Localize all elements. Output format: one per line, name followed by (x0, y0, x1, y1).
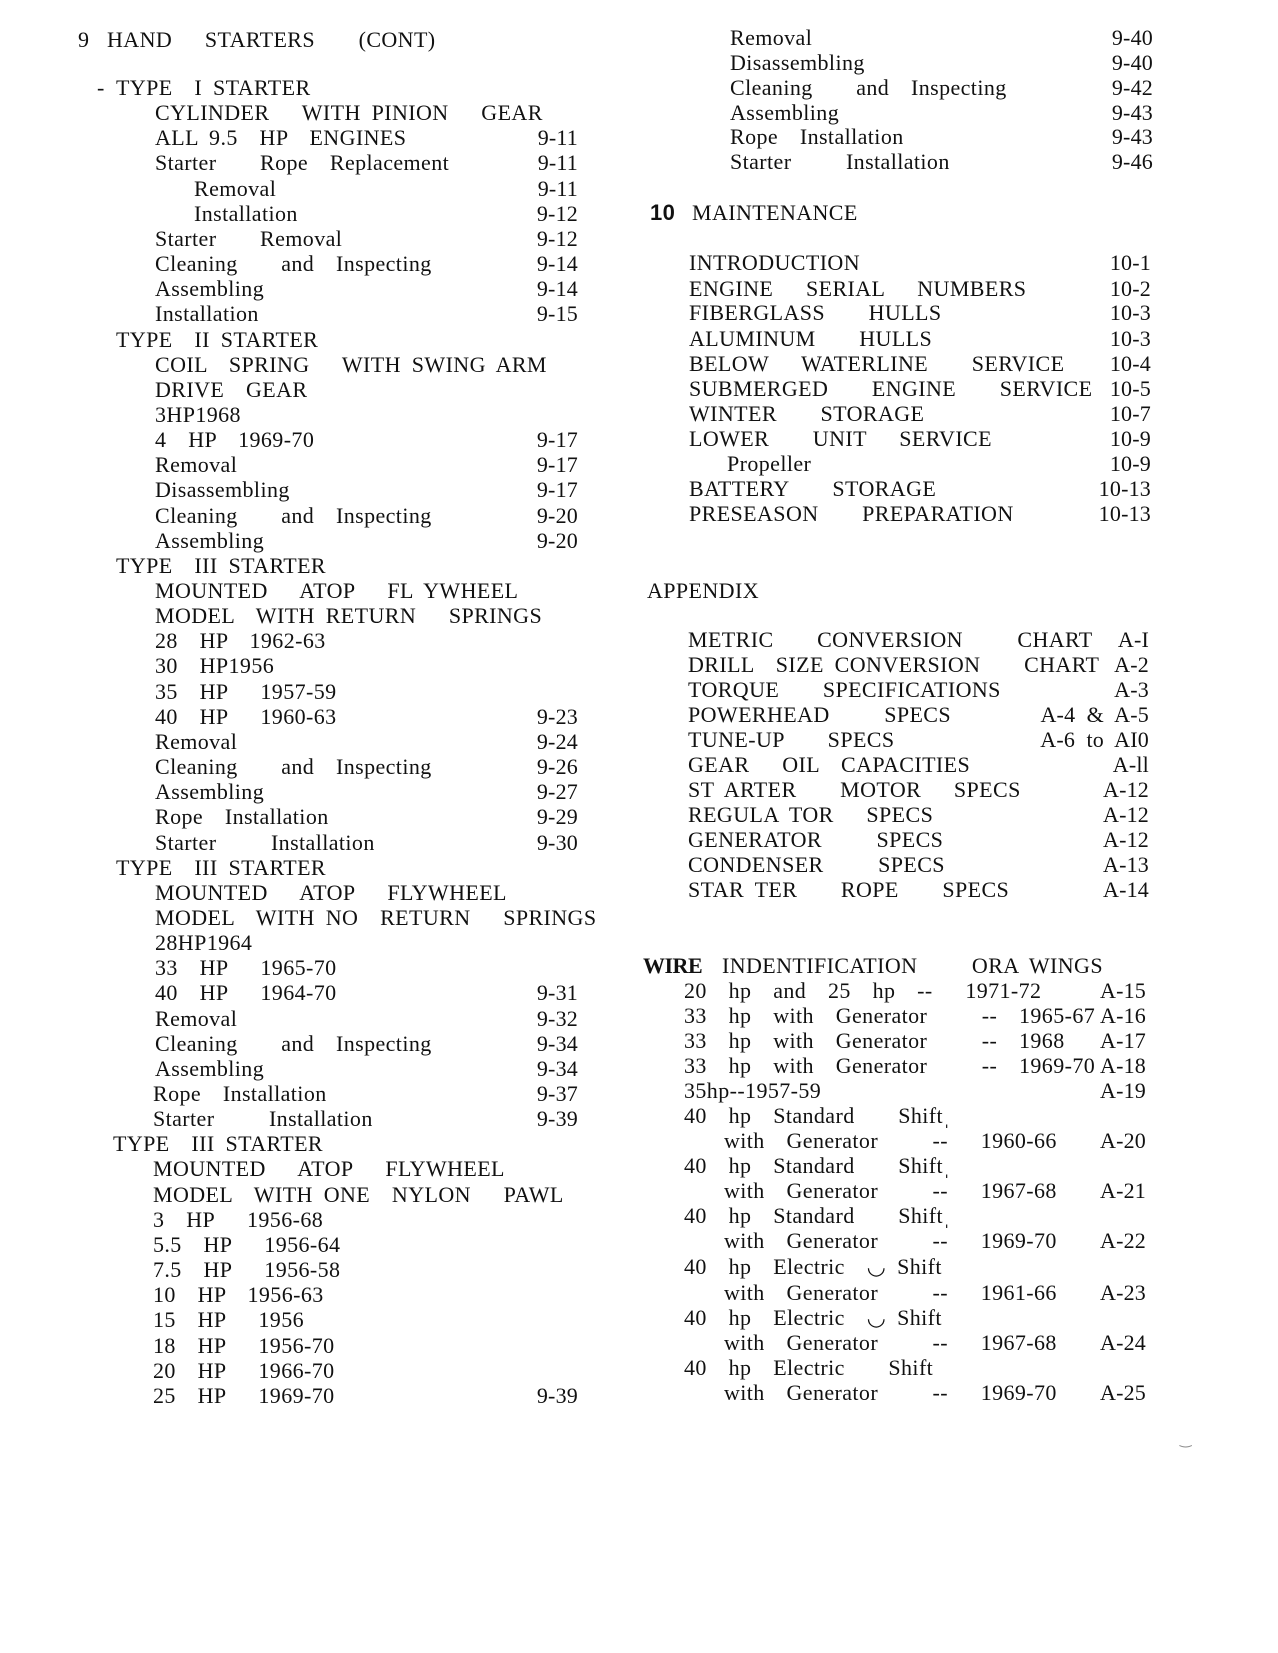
toc-entry-text: 33 HP 1965-70 (155, 955, 337, 980)
toc-entry-page: 9-30 (536, 830, 578, 855)
toc-entry-page: 9-17 (536, 477, 578, 502)
toc-entry (0, 276, 640, 302)
appendix-entry-text: GEAR OIL CAPACITIES (688, 752, 971, 777)
appendix-entry-text: ST ARTER MOTOR SPECS (688, 777, 1021, 802)
toc-entry (0, 377, 640, 403)
toc-entry-text: TYPE III STARTER (116, 553, 326, 578)
toc-entry (640, 50, 1278, 76)
toc-entry-text: 4 HP 1969-70 (155, 427, 315, 452)
wiring-entry-page: A-22 (1099, 1228, 1146, 1253)
maintenance-entry (640, 451, 1278, 477)
toc-entry-page: 9-20 (536, 503, 578, 528)
toc-entry (0, 477, 640, 503)
wiring-entry-page: A-25 (1099, 1380, 1146, 1405)
wiring-entry-page: A-20 (1099, 1128, 1146, 1153)
toc-entry (0, 1006, 640, 1032)
appendix-entry-text: DRILL SIZE CONVERSION CHART (688, 652, 1100, 677)
appendix-entry (640, 702, 1278, 728)
wiring-entry-page: A-15 (1099, 978, 1146, 1003)
maintenance-entry (640, 501, 1278, 527)
wiring-entry (640, 1003, 1278, 1029)
toc-entry-page: 9-12 (536, 226, 578, 251)
toc-entry-text: Assembling (155, 779, 265, 804)
appendix-entry (640, 627, 1278, 653)
toc-entry (0, 528, 640, 554)
appendix-entry-page: A-12 (1102, 827, 1149, 852)
toc-entry-page: 9-14 (536, 251, 578, 276)
wiring-entry (640, 1280, 1278, 1306)
appendix-entry-text: CONDENSER SPECS (688, 852, 945, 877)
toc-entry-text: Cleaning and Inspecting (155, 251, 432, 276)
dash-mark: - (97, 75, 105, 100)
toc-entry-page: 9-43 (1111, 100, 1153, 125)
wiring-entry-text: 33 hp with Generator -- 1969-70 (684, 1053, 1096, 1078)
toc-entry (0, 1207, 640, 1233)
toc-entry-page: 9-39 (536, 1106, 578, 1131)
wiring-entry-text: 40 hp Standard Shiftˌ (684, 1153, 951, 1178)
wiring-entry-page: A-16 (1099, 1003, 1146, 1028)
appendix-entry-text: TORQUE SPECIFICATIONS (688, 677, 1001, 702)
toc-entry (0, 301, 640, 327)
maintenance-entry-text: BELOW WATERLINE SERVICE (689, 351, 1065, 376)
toc-entry-text: 5.5 HP 1956-64 (153, 1232, 341, 1257)
appendix-entry-page: A-ll (1112, 752, 1149, 777)
toc-entry (0, 1031, 640, 1057)
maintenance-entry-page: 10-13 (1098, 476, 1151, 501)
wiring-entry (640, 1053, 1278, 1079)
wiring-entry-text: 40 hp Standard Shiftˌ (684, 1103, 951, 1128)
toc-entry (0, 905, 640, 931)
toc-entry (0, 1106, 640, 1132)
toc-entry (640, 124, 1278, 150)
toc-entry-text: Removal (730, 25, 813, 50)
toc-entry-text: Rope Installation (153, 1081, 327, 1106)
appendix-entry-page: A-14 (1102, 877, 1149, 902)
toc-entry-page: 9-46 (1111, 149, 1153, 174)
toc-entry-page: 9-11 (537, 176, 578, 201)
toc-entry-page: 9-34 (536, 1031, 578, 1056)
toc-entry-page: 9-11 (537, 150, 578, 175)
appendix-entry (640, 777, 1278, 803)
toc-entry-page: 9-40 (1111, 50, 1153, 75)
toc-entry-text: MODEL WITH RETURN SPRINGS (155, 603, 543, 628)
wiring-entry-text: with Generator -- 1960-66 (724, 1128, 1057, 1153)
wiring-bold-label: WIRE (643, 953, 703, 978)
wiring-entry (640, 1330, 1278, 1356)
maintenance-entry-page: 10-5 (1109, 376, 1151, 401)
toc-entry-text: Cleaning and Inspecting (155, 503, 432, 528)
toc-entry (0, 754, 640, 780)
maintenance-heading (640, 200, 1278, 226)
toc-entry (0, 603, 640, 629)
toc-entry-text: TYPE I STARTER (116, 75, 311, 100)
toc-entry-text: Assembling (155, 528, 265, 553)
toc-entry (0, 1056, 640, 1082)
toc-entry (640, 149, 1278, 175)
toc-entry (0, 327, 640, 353)
appendix-entry-text: TUNE-UP SPECS (688, 727, 895, 752)
wiring-entry (640, 1203, 1278, 1229)
wiring-entry (640, 1028, 1278, 1054)
toc-entry (640, 25, 1278, 51)
toc-entry (0, 930, 640, 956)
toc-entry-text: Starter Rope Replacement (155, 150, 450, 175)
right-column (640, 0, 1278, 1653)
maintenance-entry (640, 351, 1278, 377)
toc-entry (0, 176, 640, 202)
wiring-entry-text: with Generator -- 1967-68 (724, 1178, 1057, 1203)
toc-entry-text: Starter Removal (155, 226, 343, 251)
toc-entry (0, 553, 640, 579)
appendix-entry-page: A-4 & A-5 (1040, 702, 1149, 727)
toc-entry-text: Starter Installation (155, 830, 375, 855)
toc-entry-text: 7.5 HP 1956-58 (153, 1257, 341, 1282)
toc-entry (0, 1282, 640, 1308)
toc-entry (0, 653, 640, 679)
appendix-entry-page: A-12 (1102, 802, 1149, 827)
toc-entry-page: 9-14 (536, 276, 578, 301)
toc-entry-text: 40 HP 1964-70 (155, 980, 337, 1005)
appendix-entry-page: A-6 to AI0 (1040, 727, 1149, 752)
toc-entry-text: Cleaning and Inspecting (155, 1031, 432, 1056)
toc-entry-text: Assembling (155, 1056, 265, 1081)
toc-entry-text: Rope Installation (155, 804, 329, 829)
toc-entry-text: Removal (155, 729, 238, 754)
toc-entry (0, 804, 640, 830)
toc-entry-text: Removal (194, 176, 277, 201)
appendix-entry (640, 802, 1278, 828)
toc-entry-text: MOUNTED ATOP FLYWHEEL (153, 1156, 505, 1181)
toc-entry (0, 1156, 640, 1182)
toc-entry-text: Disassembling (155, 477, 290, 502)
toc-entry-text: 28 HP 1962-63 (155, 628, 326, 653)
toc-entry (0, 1383, 640, 1409)
toc-entry-text: Starter Installation (153, 1106, 373, 1131)
toc-entry-text: Disassembling (730, 50, 865, 75)
toc-entry (0, 578, 640, 604)
toc-entry (0, 427, 640, 453)
wiring-entry-text: with Generator -- 1969-70 (724, 1228, 1057, 1253)
toc-entry (0, 855, 640, 881)
wiring-entry (640, 1228, 1278, 1254)
toc-entry-text: 28HP1964 (155, 930, 253, 955)
wiring-entry-page: A-18 (1099, 1053, 1146, 1078)
wiring-heading (640, 953, 1278, 979)
toc-entry-text: Installation (194, 201, 298, 226)
toc-entry-text: MOUNTED ATOP FL YWHEEL (155, 578, 519, 603)
wiring-entry (640, 1078, 1278, 1104)
appendix-entry-text: METRIC CONVERSION CHART (688, 627, 1093, 652)
wiring-entry-page: A-21 (1099, 1178, 1146, 1203)
wiring-entry (640, 1103, 1278, 1129)
wiring-entry-text: 40 hp Electric ◡ Shift (684, 1254, 942, 1279)
maintenance-entry-text: ENGINE SERIAL NUMBERS (689, 276, 1027, 301)
toc-entry-text: 10 HP 1956-63 (153, 1282, 324, 1307)
toc-entry-text: 18 HP 1956-70 (153, 1333, 335, 1358)
wiring-entry-page: A-23 (1099, 1280, 1146, 1305)
maintenance-entry-text: BATTERY STORAGE (689, 476, 937, 501)
appendix-entry (640, 852, 1278, 878)
maintenance-entry-text: INTRODUCTION (689, 250, 861, 275)
toc-entry (0, 226, 640, 252)
toc-entry-page: 9-12 (536, 201, 578, 226)
toc-entry (0, 1182, 640, 1208)
appendix-entry-page: A-2 (1114, 652, 1149, 677)
toc-entry-page: 9-37 (536, 1081, 578, 1106)
toc-entry-text: 3 HP 1956-68 (153, 1207, 324, 1232)
toc-entry (0, 830, 640, 856)
wiring-entry (640, 1254, 1278, 1280)
toc-entry (0, 704, 640, 730)
toc-entry-text: CYLINDER WITH PINION GEAR (155, 100, 543, 125)
maintenance-entry (640, 276, 1278, 302)
wiring-entry-text: with Generator -- 1961-66 (724, 1280, 1057, 1305)
wiring-entry (640, 1178, 1278, 1204)
toc-entry-text: 20 HP 1966-70 (153, 1358, 335, 1383)
toc-entry (0, 100, 640, 126)
toc-entry-text: TYPE III STARTER (116, 855, 326, 880)
toc-entry (0, 955, 640, 981)
appendix-title: APPENDIX (647, 578, 759, 603)
maintenance-entry-text: WINTER STORAGE (689, 401, 925, 426)
appendix-entry-text: POWERHEAD SPECS (688, 702, 952, 727)
maintenance-entry-page: 10-3 (1109, 326, 1151, 351)
toc-entry-text: COIL SPRING WITH SWING ARM (155, 352, 547, 377)
appendix-heading (640, 578, 1278, 604)
toc-entry-text: Cleaning and Inspecting (155, 754, 432, 779)
wiring-entry (640, 1380, 1278, 1406)
wiring-entry-text: 33 hp with Generator -- 1968 (684, 1028, 1065, 1053)
maintenance-entry-text: FIBERGLASS HULLS (689, 300, 942, 325)
appendix-entry-page: A-I (1117, 627, 1149, 652)
toc-entry (0, 503, 640, 529)
wiring-entry-text: 20 hp and 25 hp -- 1971-72 (684, 978, 1042, 1003)
maintenance-entry (640, 426, 1278, 452)
wiring-entry (640, 978, 1278, 1004)
maintenance-entry-page: 10-9 (1109, 426, 1151, 451)
toc-entry (0, 1307, 640, 1333)
toc-entry-text: MODEL WITH NO RETURN SPRINGS (155, 905, 597, 930)
appendix-entry (640, 652, 1278, 678)
wiring-entry-text: 40 hp Electric Shift (684, 1355, 934, 1380)
toc-entry-text: Removal (155, 1006, 238, 1031)
chapter-heading (0, 27, 640, 53)
toc-entry (0, 352, 640, 378)
maintenance-entry-page: 10-4 (1109, 351, 1151, 376)
toc-entry (0, 1081, 640, 1107)
wiring-entry-page: A-17 (1099, 1028, 1146, 1053)
maintenance-entry-page: 10-9 (1109, 451, 1151, 476)
toc-entry-text: Rope Installation (730, 124, 904, 149)
toc-entry-text: 15 HP 1956 (153, 1307, 305, 1332)
toc-entry (640, 75, 1278, 101)
toc-entry (0, 201, 640, 227)
wiring-title: INDENTIFICATION ORA WINGS (722, 953, 1103, 978)
toc-entry-text: 3HP1968 (155, 402, 241, 427)
toc-entry-text: DRIVE GEAR (155, 377, 308, 402)
wiring-entry-text: 33 hp with Generator -- 1965-67 (684, 1003, 1096, 1028)
chapter-title: HAND STARTERS (CONT) (107, 27, 436, 52)
toc-entry (640, 100, 1278, 126)
toc-entry-text: MODEL WITH ONE NYLON PAWL (153, 1182, 564, 1207)
maintenance-entry-page: 10-13 (1098, 501, 1151, 526)
toc-entry (0, 729, 640, 755)
appendix-entry-page: A-3 (1114, 677, 1149, 702)
maintenance-entry (640, 300, 1278, 326)
appendix-entry-text: STAR TER ROPE SPECS (688, 877, 1010, 902)
toc-entry-page: 9-26 (536, 754, 578, 779)
toc-entry (0, 880, 640, 906)
maintenance-entry (640, 326, 1278, 352)
toc-entry-page: 9-23 (536, 704, 578, 729)
toc-entry (0, 779, 640, 805)
toc-entry-page: 9-42 (1111, 75, 1153, 100)
toc-entry-text: MOUNTED ATOP FLYWHEEL (155, 880, 507, 905)
toc-entry-page: 9-32 (536, 1006, 578, 1031)
wiring-entry-text: 40 hp Electric ◡ Shift (684, 1305, 942, 1330)
toc-entry (0, 75, 640, 101)
toc-entry (0, 402, 640, 428)
chapter-number: 9 (78, 27, 90, 52)
maintenance-entry-page: 10-7 (1109, 401, 1151, 426)
toc-entry-text: Assembling (155, 276, 265, 301)
maintenance-entry (640, 376, 1278, 402)
maintenance-title: MAINTENANCE (692, 200, 858, 225)
wiring-entry (640, 1355, 1278, 1381)
wiring-entry-page: A-19 (1099, 1078, 1146, 1103)
toc-entry-page: 9-17 (536, 452, 578, 477)
toc-entry (0, 1358, 640, 1384)
maintenance-entry-page: 10-2 (1109, 276, 1151, 301)
maintenance-entry-page: 10-1 (1109, 250, 1151, 275)
appendix-entry-page: A-13 (1102, 852, 1149, 877)
toc-entry-page: 9-40 (1111, 25, 1153, 50)
toc-entry-page: 9-34 (536, 1056, 578, 1081)
toc-entry-text: TYPE II STARTER (116, 327, 319, 352)
toc-entry-text: ALL 9.5 HP ENGINES (155, 125, 407, 150)
toc-entry-page: 9-24 (536, 729, 578, 754)
toc-entry-page: 9-29 (536, 804, 578, 829)
toc-entry-page: 9-39 (536, 1383, 578, 1408)
toc-entry-page: 9-31 (536, 980, 578, 1005)
maintenance-entry (640, 250, 1278, 276)
maintenance-entry-text: LOWER UNIT SERVICE (689, 426, 992, 451)
appendix-entry-page: A-12 (1102, 777, 1149, 802)
maintenance-entry-text: ALUMINUM HULLS (689, 326, 933, 351)
toc-entry (0, 679, 640, 705)
toc-entry (0, 452, 640, 478)
toc-entry (0, 1257, 640, 1283)
maintenance-entry (640, 401, 1278, 427)
toc-entry-text: TYPE III STARTER (113, 1131, 323, 1156)
appendix-entry (640, 752, 1278, 778)
wiring-entry-text: with Generator -- 1969-70 (724, 1380, 1057, 1405)
toc-entry-page: 9-43 (1111, 124, 1153, 149)
toc-entry-text: 35 HP 1957-59 (155, 679, 337, 704)
toc-entry-text: Assembling (730, 100, 840, 125)
toc-entry-text: Cleaning and Inspecting (730, 75, 1007, 100)
appendix-entry-text: REGULA TOR SPECS (688, 802, 934, 827)
toc-entry-page: 9-20 (536, 528, 578, 553)
maintenance-entry-text: Propeller (727, 451, 812, 476)
appendix-entry (640, 827, 1278, 853)
toc-entry (0, 1333, 640, 1359)
wiring-entry-page: A-24 (1099, 1330, 1146, 1355)
toc-entry (0, 1131, 640, 1157)
appendix-entry-text: GENERATOR SPECS (688, 827, 944, 852)
stray-mark: ‿ (1180, 1433, 1192, 1448)
toc-entry (0, 150, 640, 176)
appendix-entry (640, 677, 1278, 703)
toc-entry-page: 9-27 (536, 779, 578, 804)
wiring-entry (640, 1305, 1278, 1331)
toc-entry-page: 9-11 (537, 125, 578, 150)
maintenance-entry-page: 10-3 (1109, 300, 1151, 325)
appendix-entry (640, 727, 1278, 753)
toc-entry (0, 1232, 640, 1258)
toc-entry-text: 40 HP 1960-63 (155, 704, 337, 729)
toc-entry (0, 125, 640, 151)
toc-entry-text: 25 HP 1969-70 (153, 1383, 335, 1408)
wiring-entry (640, 1128, 1278, 1154)
toc-entry (0, 980, 640, 1006)
toc-entry-page: 9-15 (536, 301, 578, 326)
toc-entry-text: Removal (155, 452, 238, 477)
wiring-entry-text: 40 hp Standard Shiftˌ (684, 1203, 951, 1228)
appendix-entry (640, 877, 1278, 903)
maintenance-entry-text: PRESEASON PREPARATION (689, 501, 1014, 526)
wiring-entry-text: with Generator -- 1967-68 (724, 1330, 1057, 1355)
toc-entry (0, 251, 640, 277)
toc-entry-page: 9-17 (536, 427, 578, 452)
toc-entry-text: 30 HP1956 (155, 653, 275, 678)
toc-entry (0, 628, 640, 654)
wiring-entry (640, 1153, 1278, 1179)
maintenance-entry-text: SUBMERGED ENGINE SERVICE (689, 376, 1093, 401)
toc-entry-text: Starter Installation (730, 149, 950, 174)
maintenance-number: 10 (650, 200, 676, 225)
toc-entry-text: Installation (155, 301, 259, 326)
wiring-entry-text: 35hp--1957-59 (684, 1078, 822, 1103)
maintenance-entry (640, 476, 1278, 502)
